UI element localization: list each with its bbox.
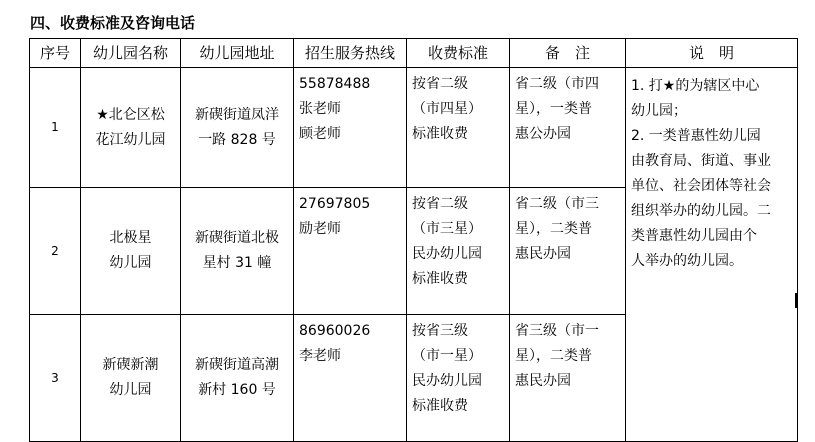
- enrollment-hotline: 27697805 励老师: [294, 188, 407, 315]
- fee-table: [29, 38, 798, 442]
- notes-cell: 1. 打★的为辖区中心 幼儿园； 2. 一类普惠性幼儿园 由教育局、街道、事业 单位、社会团体等社会 组织举办的幼儿园。二 类普惠性幼儿园由个 人举办的幼儿园。: [626, 68, 798, 442]
- header-name: 幼儿园名称: [81, 39, 181, 68]
- kindergarten-name: 北极星 幼儿园: [81, 188, 181, 315]
- enrollment-hotline: 86960026 李老师: [294, 315, 407, 442]
- kindergarten-name: ★北仑区松 花江幼儿园: [81, 68, 181, 188]
- kindergarten-name: 新碶新潮 幼儿园: [81, 315, 181, 442]
- header-remark: 备 注: [510, 39, 626, 68]
- fee-standard: 按省二级 （市四星） 标准收费: [407, 68, 510, 188]
- remark: 省二级（市三 星），二类普 惠民办园: [510, 188, 626, 315]
- kindergarten-address: 新碶街道凤洋 一路 828 号: [181, 68, 294, 188]
- fee-standard: 按省三级 （市一星） 民办幼儿园 标准收费: [407, 315, 510, 442]
- fee-standard: 按省二级 （市三星） 民办幼儿园 标准收费: [407, 188, 510, 315]
- header-num: 序号: [30, 39, 81, 68]
- kindergarten-address: 新碶街道高潮 新村 160 号: [181, 315, 294, 442]
- header-hotline: 招生服务热线: [294, 39, 407, 68]
- enrollment-hotline: 55878488 张老师 顾老师: [294, 68, 407, 188]
- table-header-row: [30, 39, 798, 68]
- header-fee: 收费标准: [407, 39, 510, 68]
- text-cursor-mark: [795, 293, 798, 308]
- section-title: 四、收费标准及咨询电话: [30, 14, 196, 32]
- remark: 省二级（市四 星），一类普 惠公办园: [510, 68, 626, 188]
- table-row: [30, 68, 798, 188]
- header-address: 幼儿园地址: [181, 39, 294, 68]
- row-number: 2: [30, 188, 81, 315]
- row-number: 1: [30, 68, 81, 188]
- header-notes: 说 明: [626, 39, 798, 68]
- kindergarten-address: 新碶街道北极 星村 31 幢: [181, 188, 294, 315]
- remark: 省三级（市一 星），二类普 惠民办园: [510, 315, 626, 442]
- row-number: 3: [30, 315, 81, 442]
